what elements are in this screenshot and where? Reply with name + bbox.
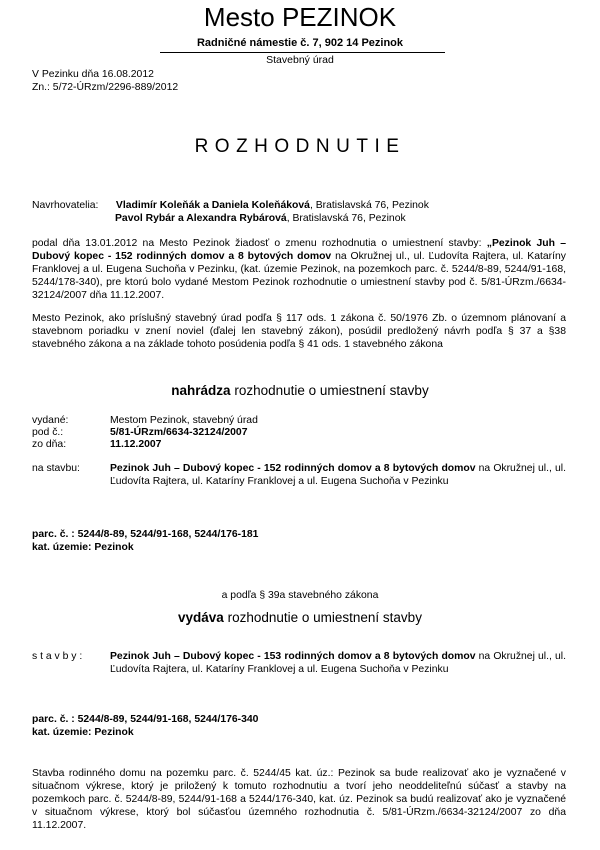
proposers-label: Navrhovatelia: — [32, 200, 99, 211]
proposer-1-names: Vladimír Koleňák a Daniela Koleňáková — [115, 200, 310, 211]
original-building: na stavbu: Pezinok Juh – Dubový kopec - 152 rodinných domov a 8 bytových domov na Okružnej ul., ul. Ľudovíta Rajtera, ul. Kataríny Franklovej a ul. Eugena Suchoňa v Pezinku — [32, 463, 566, 487]
replaces-heading: nahrádza rozhodnutie o umiestnení stavby — [171, 383, 429, 398]
reference-number: Zn.: 5/72-ÚRzm/2296-889/2012 — [32, 82, 179, 93]
proposer-2-names: Pavol Rybár a Alexandra Rybárová — [115, 213, 287, 224]
proposers — [32, 199, 429, 225]
place-date: V Pezinku dňa 16.08.2012 — [32, 69, 154, 80]
city-title: Mesto PEZINOK — [203, 2, 397, 32]
header-divider — [160, 52, 445, 53]
realization-paragraph: Stavba rodinného domu na pozemku parc. č. 5244/45 kat. úz.: Pezinok sa bude realizovať ako je vyznačené v situačnom výkrese, ktorý je priložený k tomuto rozhodnutiu a tvorí jeho neoddeliteľnú súčasť a stavby na pozemkoch parc. č. 5244/8-89, 5244/91-168 a 5244/176-340, kat. úz. Pezinok sa budú realizovať ako je vyznačené v situačnom výkrese, ktorý bol súčasťou územného rozhodnutia č. 5/81-ÚRzm./6634-32124/2007 zo dňa 11.12.2007. — [32, 768, 566, 831]
legal-basis: a podľa § 39a stavebného zákona — [221, 590, 379, 601]
document-meta — [32, 68, 178, 94]
parcels-original: parc. č. : 5244/8-89, 5244/91-168, 5244/176-181 kat. územie: Pezinok — [32, 529, 259, 553]
authority-paragraph: Mesto Pezinok, ako príslušný stavebný úrad podľa § 117 ods. 1 zákona č. 50/1976 Zb. o územnom plánovaní a stavebnom poriadku v znení noviel (ďalej len stavebný zákon), posúdil predložený návrh podľa § 37 a §38 stavebného zákona a na základe tohoto posúdenia podľa § 41 ods. 1 stavebného zákona — [32, 313, 566, 350]
original-decision-details: vydané: Mestom Pezinok, stavebný úrad pod č.: 5/81-ÚRzm/6634-32124/2007 zo dňa: 11.12.2007 — [32, 415, 258, 450]
document-title: ROZHODNUTIE — [194, 136, 406, 157]
application-paragraph: podal dňa 13.01.2012 na Mesto Pezinok žiadosť o zmenu rozhodnutia o umiestnení stavby: „Pezinok Juh – Dubový kopec - 152 rodinných domov a 8 bytových domov na Okružnej ul., ul. Ľudovíta Rajtera, ul. Kataríny Franklovej a ul. Eugena Suchoňa v Pezinku, (kat. územie Pezinok, na pozemkoch parc. č. 5244/8-89, 5244/91-168, 5244/178-340), pre ktorú bolo vydané Mestom Pezinok rozhodnutie o umiestnení stavby pod č. 5/81-ÚRzm./6634-32124/2007 dňa 11.12.2007. — [32, 238, 566, 301]
city-name: PEZINOK — [281, 2, 397, 32]
city-address: Radničné námestie č. 7, 902 14 Pezinok — [196, 37, 404, 49]
proposer-2-address: , Bratislavská 76, Pezinok — [286, 213, 406, 224]
proposer-1-address: , Bratislavská 76, Pezinok — [309, 200, 429, 211]
new-building: s t a v b y : Pezinok Juh – Dubový kopec - 153 rodinných domov a 8 bytových domov na Okružnej ul., ul. Ľudovíta Rajtera, ul. Kataríny Franklovej a ul. Eugena Suchoňa v Pezinku — [32, 651, 566, 675]
parcels-new: parc. č. : 5244/8-89, 5244/91-168, 5244/176-340 kat. územie: Pezinok — [32, 714, 259, 738]
issues-heading: vydáva rozhodnutie o umiestnení stavby — [178, 610, 422, 625]
office-name: Stavebný úrad — [266, 54, 334, 66]
